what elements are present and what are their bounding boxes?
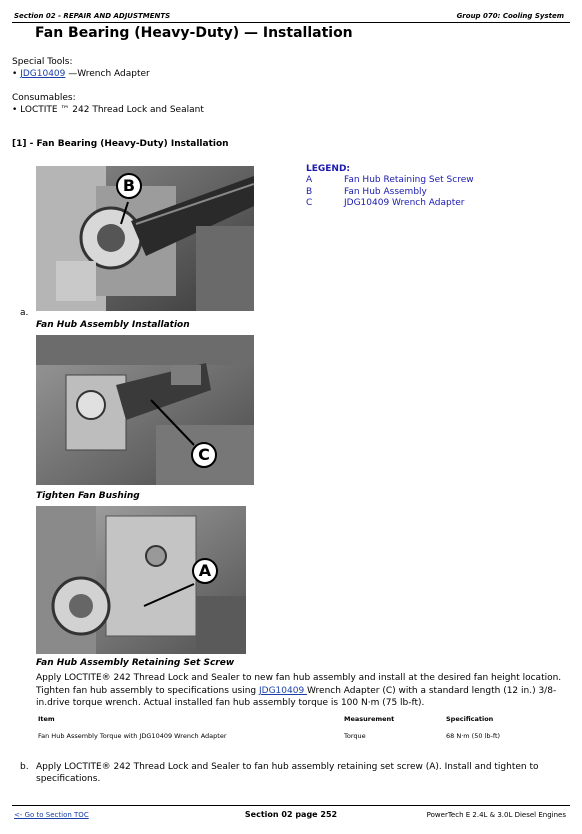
figure-caption-3: Fan Hub Assembly Retaining Set Screw: [36, 658, 235, 668]
table-header-row: [35, 713, 545, 725]
step-b-marker: b.: [20, 762, 29, 772]
special-tools-item: [12, 68, 150, 80]
engine-photo-illustration: [36, 335, 254, 485]
consumables-label: Consumables:: [12, 93, 76, 103]
step-a-text: Wrench Adapter (C) with a standard length (12 in.) 3/8-: [307, 686, 557, 696]
engine-photo-illustration: [36, 166, 254, 311]
header-rule: [12, 22, 570, 23]
step-a-marker: a.: [20, 308, 29, 318]
legend-title: LEGEND:: [306, 164, 351, 174]
photo-retaining-set-screw: [36, 506, 246, 654]
figure-caption-1: Fan Hub Assembly Installation: [36, 320, 190, 330]
column-header-item: Item: [38, 715, 55, 723]
legend-key: A: [306, 175, 313, 185]
table-row: [35, 725, 545, 743]
tool-description: —Wrench Adapter: [68, 69, 150, 79]
step-b-line-2: specifications.: [36, 774, 101, 784]
engine-photo-illustration: [36, 506, 246, 654]
step-heading: [1] - Fan Bearing (Heavy-Duty) Installation: [12, 139, 229, 149]
group-header: Group 070: Cooling System: [456, 12, 564, 20]
step-a-line-2: [36, 685, 556, 697]
table-cell: 68 N·m (50 lb-ft): [446, 732, 501, 740]
tool-link-jdg10409[interactable]: JDG10409: [20, 69, 66, 79]
callout-c: C: [191, 442, 217, 468]
table-cell: Torque: [344, 732, 366, 740]
footer-rule: [12, 805, 570, 806]
figure-caption-2: Tighten Fan Bushing: [36, 491, 140, 501]
specification-table: [35, 713, 545, 743]
column-header-measurement: Measurement: [344, 715, 395, 723]
consumables-item: • LOCTITE ™ 242 Thread Lock and Sealant: [12, 105, 204, 115]
callout-a: A: [192, 558, 218, 584]
photo-fan-hub-installation: [36, 166, 254, 311]
step-a-line-3: in.drive torque wrench. Actual installed fan hub assembly torque is 100 N·m (75 lb-ft).: [36, 698, 425, 708]
page-title: Fan Bearing (Heavy-Duty) — Installation: [35, 25, 353, 41]
product-name: PowerTech E 2.4L & 3.0L Diesel Engines: [426, 811, 566, 819]
legend-value: Fan Hub Assembly: [344, 186, 427, 197]
section-header: Section 02 - REPAIR AND ADJUSTMENTS: [14, 12, 171, 20]
legend-key: B: [306, 186, 313, 197]
page-number: Section 02 page 252: [244, 810, 338, 819]
legend-value: JDG10409 Wrench Adapter: [344, 198, 465, 208]
legend: [306, 164, 546, 214]
special-tools-label: Special Tools:: [12, 57, 73, 67]
column-header-specification: Specification: [446, 715, 494, 723]
step-a-text: Tighten fan hub assembly to specifications using: [36, 686, 259, 696]
callout-b: B: [116, 173, 142, 199]
step-a-line-1: Apply LOCTITE® 242 Thread Lock and Sealer to new fan hub assembly and install at the desired fan height location.: [36, 673, 562, 683]
legend-key: C: [306, 198, 313, 208]
legend-value: Fan Hub Retaining Set Screw: [344, 175, 474, 185]
table-cell: Fan Hub Assembly Torque with JDG10409 Wrench Adapter: [38, 732, 227, 740]
bullet: •: [12, 69, 18, 79]
step-b-line-1: Apply LOCTITE® 242 Thread Lock and Sealer to fan hub assembly retaining set screw (A). Install and tighten to: [36, 762, 539, 772]
photo-tighten-fan-bushing: [36, 335, 254, 485]
go-to-section-toc-link[interactable]: <- Go to Section TOC: [14, 811, 89, 819]
tool-link-jdg10409-inline[interactable]: JDG10409: [258, 686, 308, 696]
